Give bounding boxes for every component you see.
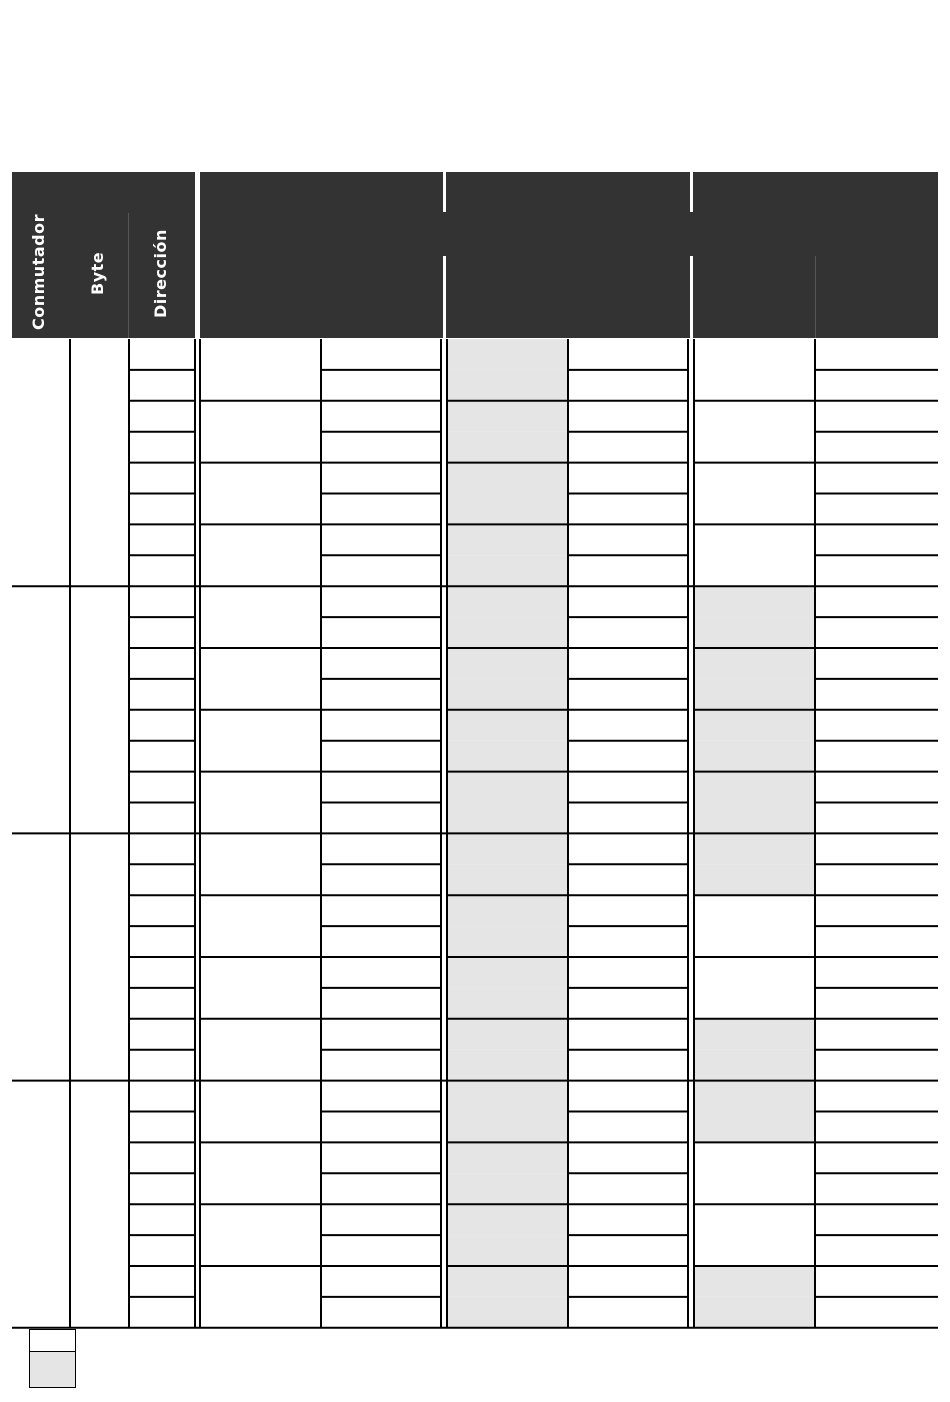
shaded-cell — [695, 586, 815, 617]
legend-swatch-white — [30, 1330, 76, 1352]
shaded-cell — [695, 864, 815, 895]
shaded-cell — [448, 1142, 568, 1173]
shaded-cell — [448, 1266, 568, 1297]
shaded-cell — [448, 1204, 568, 1235]
shaded-cell — [695, 617, 815, 648]
shaded-cell — [695, 833, 815, 864]
shaded-cell — [695, 1266, 815, 1297]
shaded-cell — [448, 1297, 568, 1328]
shaded-cell — [448, 1050, 568, 1081]
shaded-cell — [448, 895, 568, 926]
shaded-cell — [448, 617, 568, 648]
switch-header-label: Conmutador — [29, 214, 48, 330]
shaded-cell — [448, 988, 568, 1019]
shaded-cell — [448, 803, 568, 834]
shaded-cell — [695, 648, 815, 679]
shaded-cell — [448, 926, 568, 957]
shaded-cell — [448, 339, 568, 370]
shaded-cell — [448, 586, 568, 617]
shaded-cell — [448, 555, 568, 586]
shaded-cell — [695, 1297, 815, 1328]
table-header-right — [200, 172, 938, 338]
shaded-cell — [448, 679, 568, 710]
shaded-cell — [448, 401, 568, 432]
shaded-cell — [448, 494, 568, 525]
address-header-label: Dirección — [151, 229, 170, 318]
shaded-cell — [448, 648, 568, 679]
shaded-cell — [448, 741, 568, 772]
shaded-cell — [695, 803, 815, 834]
shaded-cell — [448, 772, 568, 803]
shaded-cell — [695, 1081, 815, 1112]
shaded-cell — [695, 679, 815, 710]
shaded-cell — [448, 1081, 568, 1112]
shaded-cell — [448, 957, 568, 988]
shaded-cell — [695, 1019, 815, 1050]
shaded-cell — [695, 1112, 815, 1143]
shaded-cell — [448, 1173, 568, 1204]
shaded-cell — [695, 741, 815, 772]
shaded-cell — [695, 1050, 815, 1081]
shaded-cell — [695, 710, 815, 741]
shaded-cell — [448, 432, 568, 463]
shaded-cell — [448, 463, 568, 494]
shaded-cell — [448, 864, 568, 895]
shaded-cell — [448, 370, 568, 401]
legend-swatch-shaded — [30, 1352, 76, 1388]
shaded-cell — [448, 710, 568, 741]
shaded-cell — [448, 1235, 568, 1266]
shaded-cell — [448, 524, 568, 555]
shaded-cell — [448, 833, 568, 864]
shaded-cell — [448, 1112, 568, 1143]
shaded-cell — [695, 772, 815, 803]
byte-header-label: Byte — [88, 251, 107, 295]
shaded-cell — [448, 1019, 568, 1050]
